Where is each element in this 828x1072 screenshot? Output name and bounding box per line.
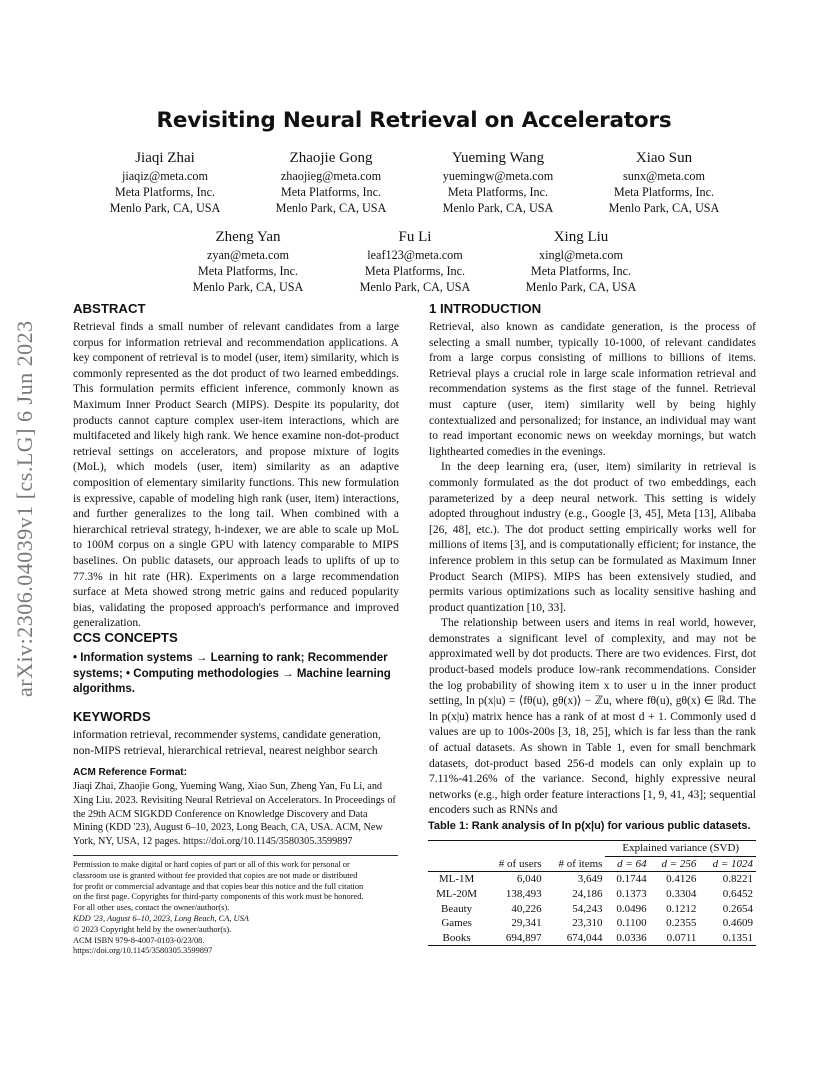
footnote-rule: [73, 855, 398, 856]
table-cell: 3,649: [577, 873, 603, 886]
author-name: Yueming Wang: [451, 150, 545, 166]
footnote-line: ACM ISBN 979-8-4007-0103-0/23/08.: [73, 935, 205, 945]
author-block: [564, 148, 764, 216]
introduction-body: [429, 320, 756, 819]
author-org: Meta Platforms, Inc.: [364, 264, 466, 278]
table-cell: 0.0496: [616, 902, 647, 915]
table-cell: 24,186: [572, 888, 603, 901]
author-email: jiaqiz@meta.com: [121, 169, 208, 183]
table-cell: 0.1744: [616, 873, 647, 886]
table-cell: Games: [441, 917, 472, 930]
author-location: Menlo Park, CA, USA: [608, 201, 720, 215]
table-cell: 0.1351: [722, 931, 753, 944]
table-column-header: [428, 856, 485, 872]
author-name: Xing Liu: [553, 229, 609, 245]
permission-footnote: [73, 860, 403, 957]
author-org: Meta Platforms, Inc.: [114, 185, 216, 199]
footnote-line: https://doi.org/10.1145/3580305.3599897: [73, 946, 213, 956]
intro-paragraph-2: In the deep learning era, (user, item) similarity in retrieval is commonly formulated as the dot product of two embeddings, each parameterized by a deep neural network. This setting is widely adopted throughout industry (e.g., Google [3, 45], Meta [13], Alibaba [26, 48], etc.). The dot product setting empirically works well for millions of items [3], and is computationally efficient; for instance, the inference problem in this setup can be formulated as Maximum Inner Product Search (MIPS). MIPS has been extensively studied, and permits various optimizations such as locality sensitive hashing and product quantization [10, 33].: [429, 461, 756, 614]
table-cell: 0.8221: [722, 873, 753, 886]
author-location: Menlo Park, CA, USA: [525, 280, 637, 294]
author-org: Meta Platforms, Inc.: [197, 264, 299, 278]
acm-reference: [73, 766, 399, 849]
table-cell: 0.0336: [616, 931, 647, 944]
arxiv-stamp: arXiv:2306.04039v1 [cs.LG] 6 Jun 2023: [12, 320, 37, 697]
author-email: yuemingw@meta.com: [442, 169, 554, 183]
footnote-line: For all other uses, contact the owner/author(s).: [73, 903, 230, 913]
footnote-line: for profit or commercial advantage and that copies bear this notice and the full citation: [73, 881, 364, 891]
author-org: Meta Platforms, Inc.: [447, 185, 549, 199]
table-cell: 694,897: [505, 931, 542, 944]
abstract-heading: ABSTRACT: [73, 301, 146, 316]
footnote-line: © 2023 Copyright held by the owner/author(s).: [73, 924, 232, 934]
table-group-header: Explained variance (SVD): [605, 841, 756, 857]
author-location: Menlo Park, CA, USA: [109, 201, 221, 215]
table-column-header: d = 1024: [712, 857, 753, 870]
author-name: Jiaqi Zhai: [135, 150, 195, 166]
table-cell: 0.6452: [722, 888, 753, 901]
author-email: zyan@meta.com: [207, 248, 289, 262]
table-cell: 0.4126: [666, 873, 697, 886]
table-cell: 0.4609: [722, 917, 753, 930]
table-row: [428, 931, 756, 946]
author-name: Zhaojie Gong: [289, 150, 373, 166]
table-cell: 674,044: [566, 931, 603, 944]
table-row: [428, 872, 756, 887]
table-row: [428, 887, 756, 902]
author-org: Meta Platforms, Inc.: [280, 185, 382, 199]
table-cell: 6,040: [516, 873, 542, 886]
footnote-line: classroom use is granted without fee provided that copies are not made or distributed: [73, 870, 358, 880]
table-column-header: d = 64: [617, 857, 647, 870]
table-cell: 29,341: [511, 917, 542, 930]
keywords-heading: KEYWORDS: [73, 709, 151, 724]
author-email: sunx@meta.com: [623, 169, 705, 183]
introduction-heading: 1 INTRODUCTION: [429, 301, 542, 316]
table-row: [428, 916, 756, 931]
author-block: [481, 227, 681, 295]
author-org: Meta Platforms, Inc.: [530, 264, 632, 278]
table-cell: 0.1100: [616, 917, 647, 930]
intro-paragraph-1: Retrieval, also known as candidate generation, is the process of selecting a small number, typically 10-1000, of relevant candidates from a large corpus consisting of millions to billions of items. Retrieval plays a crucial role in large scale information retrieval and recommendation systems as the first stage of the funnel. Retrieval must capture (user, item) similarity well by being highly contextualized and personalized; for instance, an individual may want to read important economic news on weekday mornings, but watch lighthearted comedies in the evenings.: [429, 321, 756, 458]
paper-title: Revisiting Neural Retrieval on Accelerators: [156, 108, 672, 133]
rank-analysis-table: [428, 840, 756, 946]
intro-paragraph-3: The relationship between users and items in real world, however, demonstrates a significant level of complexity, and may not be approximated well by dot products. There are two evidences. First, dot product-based models produce low-rank recommendations. Consider the log probability of showing item x to user u in the inner product setting, ln p(x|u) = ⟨fθ(u), gθ(x)⟩ − ℤu, where fθ(u), gθ(x) ∈ ℝd. The ln p(x|u) matrix hence has a rank of at most d + 1. Commonly used d values are up to 100s-200s [3, 18, 25], which is far less than the rank of actual datasets. As shown in Table 1, even for small benchmark datasets, dot-product based 256-d models can only explain up to 7.11%-41.26% of the variance. Second, highly expressive neural networks (e.g., high order feature interactions [1, 9, 41, 43]; sequential encoders such as RNNs and: [429, 617, 756, 817]
keywords-text: information retrieval, recommender systems, candidate generation, non-MIPS retrieval, hierarchical retrieval, nearest neighbor search: [73, 729, 381, 757]
ccs-heading: CCS CONCEPTS: [73, 630, 178, 645]
table-column-header: d = 256: [661, 857, 697, 870]
table-cell: 54,243: [572, 902, 603, 915]
author-location: Menlo Park, CA, USA: [275, 201, 387, 215]
table-cell: 0.2355: [666, 917, 697, 930]
table-header-row: [428, 856, 756, 872]
acm-reference-text: Jiaqi Zhai, Zhaojie Gong, Yueming Wang, Xiao Sun, Zheng Yan, Fu Li, and Xing Liu. 2023. Revisiting Neural Retrieval on Accelerators. In Proceedings of the 29th ACM SIGKDD Conference on Knowledge Discovery and Data Mining (KDD '23), August 6–10, 2023, Long Beach, CA, USA. ACM, New York, NY, USA, 12 pages. https://doi.org/10.1145/3580305.3599897: [73, 781, 396, 848]
author-location: Menlo Park, CA, USA: [192, 280, 304, 294]
abstract-text: Retrieval finds a small number of relevant candidates from a large corpus for information retrieval and recommendation applications. A key component of retrieval is to model (user, item) similarity, which is commonly represented as the dot product of two learned embeddings. This formulation permits efficient inference, commonly known as Maximum Inner Product Search (MIPS). Despite its popularity, dot products cannot capture complex user-item interactions, which are multifaceted and likely high rank. We hence examine non-dot-product retrieval settings on accelerators, and propose mixture of logits (MoL), which models (user, item) similarity as an adaptive composition of elementary similarity functions. This new formulation is expressive, capable of modeling high rank (user, item) interactions, and further generalizes to the long tail. When combined with a hierarchical retrieval strategy, h-indexer, we are able to scale up MoL to 100M corpus on a single GPU with latency comparable to MIPS baselines. On public datasets, our approach leads to uplifts of up to 77.3% in hit rate (HR). Experiments on a large recommendation surface at Meta showed strong metric gains and reduced popularity bias, validating the proposed approach's performance and improved generalization.: [73, 321, 399, 630]
table-cell: 0.1212: [666, 902, 697, 915]
author-name: Zheng Yan: [215, 229, 281, 245]
table-column-header: # of users: [498, 857, 542, 870]
footnote-line: on the first page. Copyrights for third-party components of this work must be honored.: [73, 892, 364, 902]
table-caption: Table 1: Rank analysis of ln p(x|u) for various public datasets.: [428, 820, 751, 832]
author-name: Xiao Sun: [635, 150, 693, 166]
table-cell: ML-1M: [438, 873, 475, 886]
acm-reference-heading: ACM Reference Format:: [73, 767, 187, 778]
table-cell: Books: [442, 931, 471, 944]
author-email: leaf123@meta.com: [367, 248, 463, 262]
table-cell: 138,493: [505, 888, 542, 901]
table-cell: Beauty: [441, 902, 473, 915]
table-cell: 23,310: [572, 917, 603, 930]
footnote-line: Permission to make digital or hard copies of part or all of this work for personal or: [73, 860, 350, 869]
ccs-text: • Information systems → Learning to rank; Recommender systems; • Computing methodologies → Machine learning algorithms.: [73, 652, 391, 696]
author-location: Menlo Park, CA, USA: [359, 280, 471, 294]
table-group-header-row: [428, 841, 756, 857]
table-cell: ML-20M: [436, 888, 478, 901]
author-name: Fu Li: [398, 229, 432, 245]
table-cell: 40,226: [511, 902, 542, 915]
footnote-line: KDD '23, August 6–10, 2023, Long Beach, CA, USA: [73, 913, 249, 923]
author-org: Meta Platforms, Inc.: [613, 185, 715, 199]
table-cell: 0.0711: [666, 931, 697, 944]
author-email: xingl@meta.com: [539, 248, 623, 262]
author-location: Menlo Park, CA, USA: [442, 201, 554, 215]
author-email: zhaojieg@meta.com: [280, 169, 382, 183]
table-cell: 0.1373: [616, 888, 647, 901]
table-row: [428, 901, 756, 916]
table-cell: 0.2654: [722, 902, 753, 915]
table-column-header: # of items: [558, 857, 603, 870]
table-cell: 0.3304: [666, 888, 697, 901]
